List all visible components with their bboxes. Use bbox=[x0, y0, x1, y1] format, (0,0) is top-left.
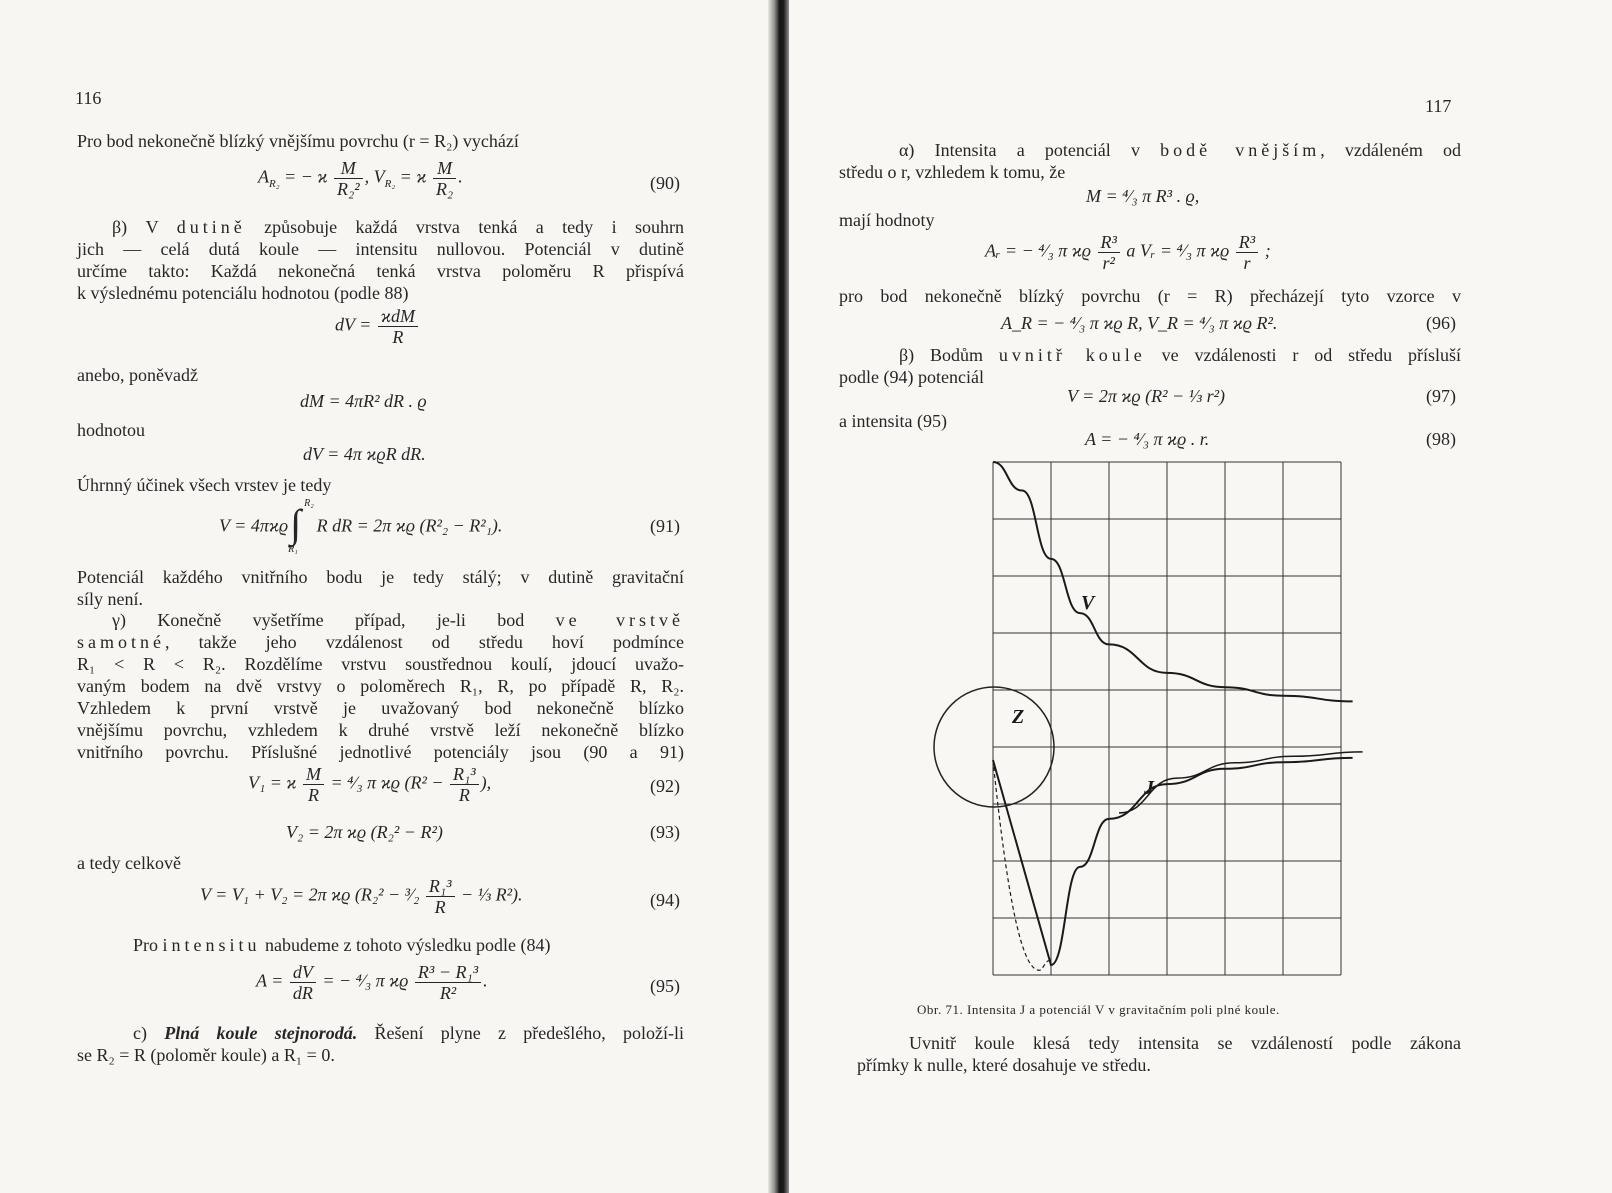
text-line: hodnotou bbox=[77, 420, 146, 440]
equation-number: (95) bbox=[650, 976, 680, 996]
text-line: Úhrnný účinek všech vrstev je tedy bbox=[77, 475, 332, 495]
equation-92: V₁ = ϰ $\frac{M}{R}$ = ⁴⁄₃ π ϰϱ (R² − $\frac{\text{R₁³}}{R}$ ), bbox=[248, 764, 492, 805]
text-line: podle (94) potenciál bbox=[839, 367, 984, 387]
text-line: Potenciál každého vnitřního bodu je tedy stálý; v dutině gravitační bbox=[77, 567, 684, 587]
equation-93: V₂ = 2π ϰϱ (R₂² − R²) bbox=[286, 822, 443, 842]
text-line: samotné, takže jeho vzdálenost od středu hoví podmínce bbox=[77, 632, 684, 652]
equation-dM: dM = 4πR² dR . ϱ bbox=[300, 391, 427, 411]
figure-grid bbox=[993, 462, 1341, 975]
text-line: β) Bodům uvnitř koule ve vzdálenosti r od středu přísluší bbox=[899, 345, 1461, 365]
text-line: určíme takto: Každá nekonečná tenká vrstva poloměru R přispívá bbox=[77, 261, 684, 281]
equation-Ar: Aᵣ = − ⁴⁄₃ π ϰϱ $\frac{\text{R³}}{\text{r²}}$ a Vᵣ = ⁴⁄₃ π ϰϱ $\frac{\text{R³}}{r}$ ; bbox=[985, 232, 1271, 273]
text-line: k výslednému potenciálu hodnotou (podle 88) bbox=[77, 283, 409, 303]
equation-90: $A_{R_2}$ = − ϰ $\frac{M}{\text{R₂²}}$ , $V_{R_2} = ϰ$ $\frac{M}{\text{R₂}}$ . bbox=[258, 158, 463, 199]
equation-96: A_R = − ⁴⁄₃ π ϰϱ R, V_R = ⁴⁄₃ π ϰϱ R². bbox=[1001, 313, 1278, 333]
text-line: vaným bodem na dvě vrstvy o poloměrech R₁, R, po případě R, R₂. bbox=[77, 676, 684, 696]
text-line: jich — celá dutá koule — intensitu nullovou. Potenciál v dutině bbox=[77, 239, 684, 259]
text-line: mají hodnoty bbox=[839, 210, 935, 230]
text-line: se R₂ = R (poloměr koule) a R₁ = 0. bbox=[77, 1045, 335, 1065]
equation-number: (92) bbox=[650, 776, 680, 796]
label-Z: Z bbox=[1012, 706, 1025, 728]
text-line: pro bod nekonečně blízký povrchu (r = R) přecházejí tyto vzorce v bbox=[839, 286, 1461, 306]
text-line: Uvnitř koule klesá tedy intensita se vzdáleností podle zákona bbox=[909, 1033, 1461, 1053]
text-line: a tedy celkově bbox=[77, 853, 181, 873]
text-line: přímky k nulle, které dosahuje ve středu. bbox=[857, 1055, 1151, 1075]
equation-98: A = − ⁴⁄₃ π ϰϱ . r. bbox=[1085, 429, 1210, 449]
equation-number: (90) bbox=[650, 173, 680, 193]
figure-71 bbox=[929, 460, 1369, 990]
equation-number: (96) bbox=[1426, 313, 1456, 333]
left-page bbox=[0, 0, 775, 1193]
equation-dV2: dV = 4π ϰϱR dR. bbox=[303, 444, 426, 464]
equation-number: (98) bbox=[1426, 429, 1456, 449]
text-line: R₁ < R < R₂. Rozdělíme vrstvu soustřednou koulí, jdoucí uvažo- bbox=[77, 654, 684, 674]
text-line: Pro intensitu nabudeme z tohoto výsledku podle (84) bbox=[133, 935, 551, 955]
text-line: síly není. bbox=[77, 589, 143, 609]
equation-95: A = $\frac{dV}{dR}$ = − ⁴⁄₃ π ϰϱ $\frac{\text{R³ − R₁³}}{\text{R²}}$ . bbox=[256, 962, 488, 1003]
text-line: γ) Konečně vyšetříme případ, je-li bod ve vrstvě bbox=[112, 610, 684, 630]
equation-number: (93) bbox=[650, 822, 680, 842]
label-J: J bbox=[1144, 777, 1154, 799]
text-line: c) Plná koule stejnorodá. Řešení plyne z předešlého, položí-li bbox=[133, 1023, 684, 1043]
equation-M: M = ⁴⁄₃ π R³ . ϱ, bbox=[1086, 186, 1200, 206]
curve-V bbox=[993, 462, 1353, 701]
right-page bbox=[789, 0, 1612, 1193]
figure-caption: Obr. 71. Intensita J a potenciál V v gravitačním poli plné koule. bbox=[917, 1002, 1280, 1017]
equation-94: V = V₁ + V₂ = 2π ϰϱ (R₂² − ³⁄₂ $\frac{\text{R₁³}}{R}$ − ⅓ R²). bbox=[200, 876, 523, 917]
text-line: β) V dutině způsobuje každá vrstva tenká a tedy i souhrn bbox=[112, 217, 685, 237]
text-line: Vzhledem k první vrstvě je uvažovaný bod nekonečně blízko bbox=[77, 698, 684, 718]
equation-number: (94) bbox=[650, 890, 680, 910]
page-number: 117 bbox=[1425, 96, 1452, 116]
text-line: středu o r, vzhledem k tomu, že bbox=[839, 162, 1066, 182]
text-line: a intensita (95) bbox=[839, 411, 947, 431]
label-V: V bbox=[1081, 592, 1095, 614]
text-line: vnějšímu povrchu, vzhledem k druhé vrstvě leží nekonečně blízko bbox=[77, 720, 684, 740]
text-line: vnitřního povrchu. Příslušné jednotlivé potenciály jsou (90 a 91) bbox=[77, 742, 684, 762]
text-line: α) Intensita a potenciál v bodě vnějším, vzdáleném od bbox=[899, 140, 1461, 160]
equation-number: (91) bbox=[650, 516, 680, 536]
equation-dV: dV = $\frac{\text{ϰdM}}{R}$ bbox=[335, 306, 420, 347]
equation-97: V = 2π ϰϱ (R² − ⅓ r²) bbox=[1067, 386, 1226, 406]
text-line: Pro bod nekonečně blízký vnějšímu povrchu (r = R₂) vychází bbox=[77, 131, 519, 151]
equation-91: V = 4πϰϱ ∫ R₂ R₁ R dR = 2π ϰϱ (R²₂ − R²₁). bbox=[219, 498, 503, 555]
page-number: 116 bbox=[75, 88, 102, 108]
text-line: anebo, poněvadž bbox=[77, 365, 198, 385]
equation-number: (97) bbox=[1426, 386, 1456, 406]
